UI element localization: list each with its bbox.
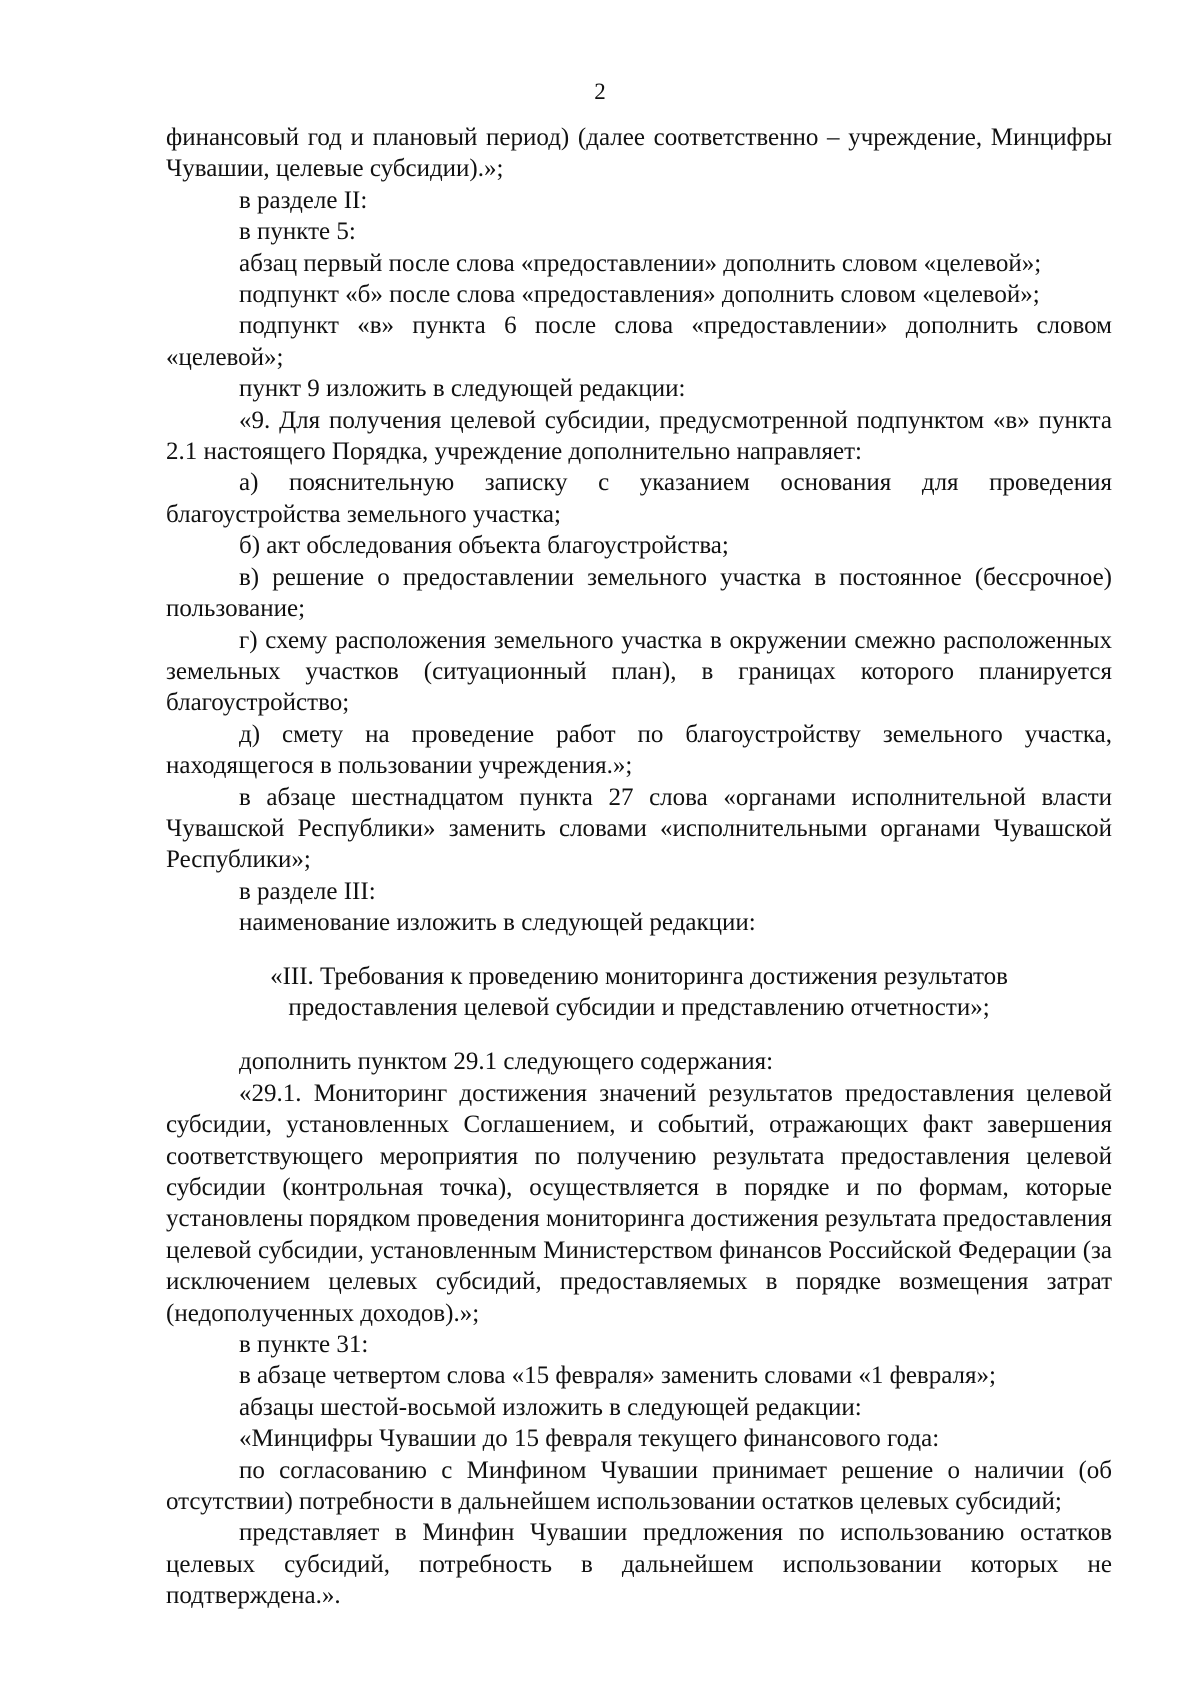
paragraph: г) схему расположения земельного участка в окружении смежно расположенных земельных участков (ситуационный план), в границах которого планируется благоустройство; bbox=[166, 626, 1112, 717]
paragraph: дополнить пунктом 29.1 следующего содержания: bbox=[239, 1048, 774, 1076]
paragraph: в разделе III: bbox=[239, 877, 376, 905]
paragraph: в) решение о предоставлении земельного участка в постоянное (бессрочное) пользование; bbox=[166, 563, 1112, 623]
paragraph: а) пояснительную записку с указанием основания для проведения благоустройства земельного участка; bbox=[166, 469, 1112, 528]
paragraph: «9. Для получения целевой субсидии, предусмотренной подпунктом «в» пункта 2.1 настоящего Порядка, учреждение дополнительно направляет: bbox=[166, 406, 1112, 466]
paragraph: подпункт «в» пункта 6 после слова «предоставлении» дополнить словом «целевой»; bbox=[166, 312, 1112, 371]
paragraph: по согласованию с Минфином Чувашии принимает решение о наличии (об отсутствии) потребности в дальнейшем использовании остатков целевых субсидий; bbox=[166, 1456, 1112, 1516]
paragraph: подпункт «б» после слова «предоставления» дополнить словом «целевой»; bbox=[239, 281, 1040, 309]
paragraph: в пункте 5: bbox=[239, 218, 356, 246]
paragraph: д) смету на проведение работ по благоустройству земельного участка, находящегося в пользовании учреждения.»; bbox=[166, 720, 1112, 780]
section-heading-line: предоставления целевой субсидии и представлению отчетности»; bbox=[288, 993, 990, 1021]
paragraph: наименование изложить в следующей редакции: bbox=[239, 909, 756, 937]
section-heading-line: «III. Требования к проведению мониторинга достижения результатов bbox=[270, 962, 1008, 990]
paragraph: представляет в Минфин Чувашии предложения по использованию остатков целевых субсидий, потребность в дальнейшем использовании которых не подтверждена.». bbox=[166, 1519, 1112, 1610]
section-heading bbox=[166, 939, 1112, 1047]
paragraph: б) акт обследования объекта благоустройства; bbox=[239, 532, 729, 560]
page-number: 2 bbox=[594, 79, 606, 104]
paragraph: в разделе II: bbox=[239, 186, 368, 214]
paragraph: «29.1. Мониторинг достижения значений результатов предоставления целевой субсидии, установленных Соглашением, и событий, отражающих факт завершения соответствующего мероприятия по получению результата предоставления целевой субсидии (контрольная точка), осуществляется в порядке и по формам, которые установлены порядком проведения мониторинга достижения результата предоставления целевой субсидии, установленным Министерством финансов Российской Федерации (за исключением целевых субсидий, предоставляемых в порядке возмещения затрат (недополученных доходов).»; bbox=[166, 1079, 1112, 1327]
paragraph: финансовый год и плановый период) (далее соответственно – учреждение, Минцифры Чувашии, целевые субсидии).»; bbox=[166, 124, 1112, 183]
paragraph: абзацы шестой-восьмой изложить в следующей редакции: bbox=[239, 1393, 862, 1421]
paragraph: пункт 9 изложить в следующей редакции: bbox=[239, 375, 686, 403]
paragraph: в абзаце четвертом слова «15 февраля» заменить словами «1 февраля»; bbox=[239, 1362, 996, 1390]
document-body bbox=[166, 122, 1112, 1612]
paragraph: абзац первый после слова «предоставлении» дополнить словом «целевой»; bbox=[239, 249, 1042, 277]
paragraph: в пункте 31: bbox=[239, 1331, 369, 1359]
paragraph: «Минцифры Чувашии до 15 февраля текущего финансового года: bbox=[239, 1425, 940, 1453]
paragraph: в абзаце шестнадцатом пункта 27 слова «органами исполнительной власти Чувашской Республики» заменить словами «исполнительными органами Чувашской Республики»; bbox=[166, 783, 1112, 874]
